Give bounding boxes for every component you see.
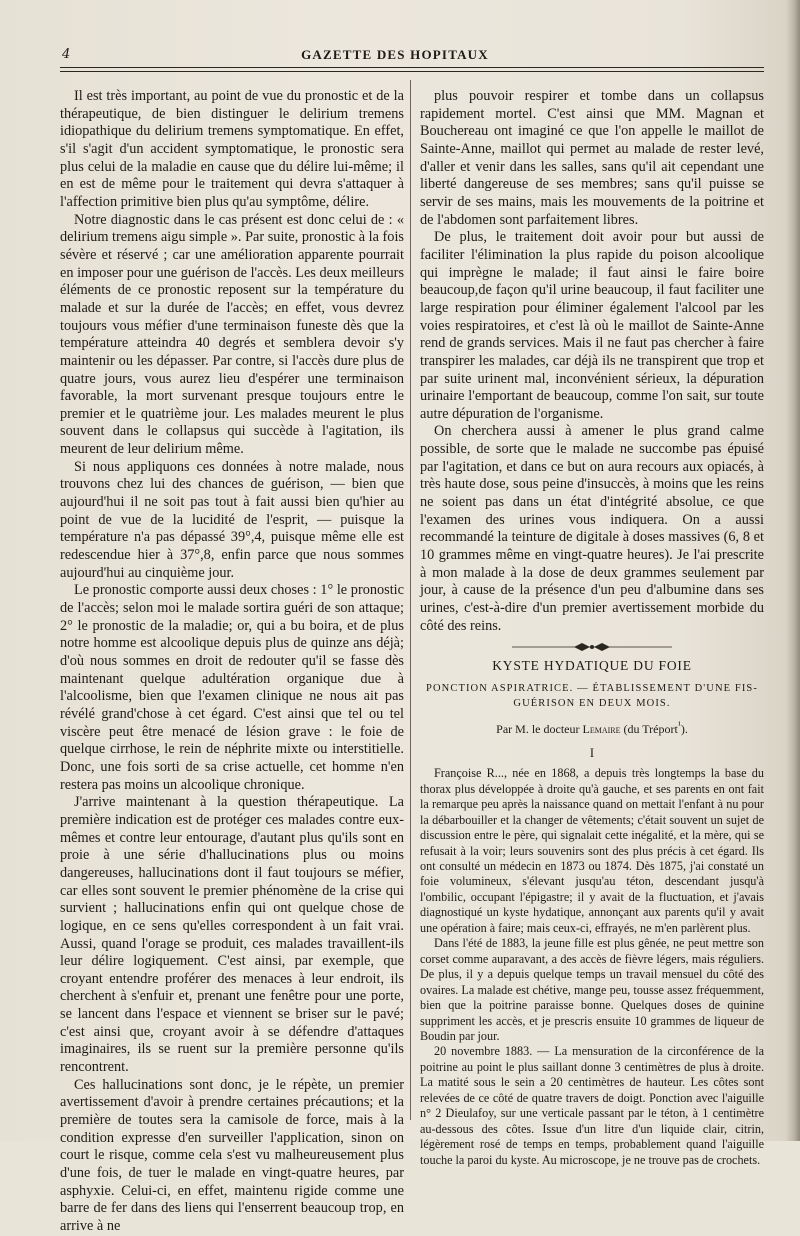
- article-subtitle-line-2: GUÉRISON EN DEUX MOIS.: [513, 698, 671, 709]
- running-title: GAZETTE DES HOPITAUX: [301, 47, 489, 62]
- page-edge-shadow: [786, 0, 800, 1141]
- article-title: KYSTE HYDATIQUE DU FOIE: [492, 658, 692, 674]
- paragraph: Le pronostic comporte aussi deux choses : 1° le pronostic de l'accès; selon moi le malade sortira guéri de son attaque; 2° le pronostic de la maladie; or, qui a bu boira, et de plus notre homme est alcoolique depuis plus de quinze ans déjà; d'où nous sommes en droit de redouter qu'il se fasse dès maintenant quelque adultération organique due à l'alcoolisme, bien que l'examen clinique ne nous ait pas révélé grand'chose à cet égard. C'est ainsi que tel ou tel viscère peut être menacé de lésion grave : le foie de quelque cirrhose, le rein de néphrite mixte ou interstitielle. Donc, une fois sorti de sa crise actuelle, cet homme n'en restera pas moins un alcoolique chronique.: [60, 582, 404, 793]
- footnote-marker: ¹: [677, 720, 681, 731]
- ornamental-separator: [512, 641, 672, 653]
- section-number: I: [589, 745, 595, 760]
- author-name: Lemaire: [582, 722, 621, 736]
- left-column: [60, 88, 404, 1236]
- paragraph: Dans l'été de 1883, la jeune fille est plus gênée, ne peut mettre son corset comme auparavant, a des accès de fièvre légers, mais réguliers. De plus, il y a depuis quelque temps un travail mensuel du côté des ovaires. La malade est chétive, mange peu, tousse assez fréquemment, bien que la poitrine paraisse bonne. Quelques doses de quinine suppriment les accès, et je prescris ensuite 10 grammes de liqueur de Boudin par jour.: [420, 936, 764, 1044]
- paragraph: Ces hallucinations sont donc, je le répète, un premier avertissement d'avoir à prendre certaines précautions; et la première de toutes sera la camisole de force, mais à la condition expresse d'en surveiller l'application, sinon on court le risque, comme cela s'est vu malheureusement plus d'une fois, de tuer le malade en vingt-quatre heures, par asphyxie. Celui-ci, en effet, maintenu rigide comme une barre de fer dans des liens qui l'enserrent beaucoup trop, en arrive à ne: [60, 1076, 404, 1234]
- header-rule-thin: [60, 71, 764, 72]
- byline-close: ).: [680, 722, 688, 736]
- article-subtitle-line-1: PONCTION ASPIRATRICE. — ÉTABLISSEMENT D'UNE FIS-: [426, 683, 758, 694]
- paragraph: Françoise R..., née en 1868, a depuis très longtemps la base du thorax plus développée à droite qu'à gauche, et ses parents en ont fait la remarque peu après la naissance quand on mettait l'enfant à nu pour la débarbouiller et la changer de vêtements; c'était souvent un sujet de discussion entre le père, qui signalait cette inégalité, et la mère, qui se refusait à la voir; leurs souvenirs sont des plus précis à cet égard. Ils ont consulté un médecin en 1873 ou 1874. Dès 1875, j'ai constaté un foie volumineux, s'élevant jusqu'au téton, descendant jusqu'à l'ombilic, occupant l'épigastre; il y avait de la fluctuation, et j'avais diagnostiqué un kyste hydatique, annonçant aux parents qu'il y avait une opération à faire; mais ceux-ci, effrayés, ne m'en parlèrent plus.: [420, 766, 764, 935]
- article-body: [420, 766, 764, 1168]
- column-divider: [410, 80, 411, 1120]
- paragraph: J'arrive maintenant à la question thérapeutique. La première indication est de protéger ces malades contre eux-mêmes et contre leur entourage, d'autant plus qu'ils sont en proie à une série d'hallucinations plus ou moins dangereuses, hallucinations dont il faut toujours se méfier, car elles sont souvent le premier phénomène de la crise qui survient ; hallucinations enfin qui ont quelque chose de logique, en ce sens qu'elles correspondent à un fait vrai. Aussi, quand l'orage se produit, ces malades travaillent-ils leur délire logiquement. C'est ainsi, par exemple, que croyant entendre proférer des menaces à leur endroit, ils cherchent à s'enfuir et, prenant une fenêtre pour une porte, se lancent dans l'espace et viennent se briser sur le pavé; c'est ainsi que, croyant avoir à se défendre d'attaques imaginaires, ils se ruent sur la première personne qu'ils rencontrent.: [60, 794, 404, 1076]
- paragraph: On cherchera aussi à amener le plus grand calme possible, de sorte que le malade ne succombe pas épuisé par l'agitation, et dans ce but on aura recours aux opiacés, à très haute dose, sous peine d'insuccès, à moins que les reins ne soient pas dans un état d'intégrité absolue, ce que l'examen des urines vous indiquera. On a aussi recommandé la teinture de digitale à doses massives (6, 8 et 10 grammes même en vingt-quatre heures). Je l'ai prescrite à mon malade à la dose de deux grammes seulement par jour, à cause de la présence d'un peu d'albumine dans ses urines, c'est-à-dire d'un premier avertissement morbide du côté des reins.: [420, 423, 764, 634]
- header-rule-thick: [60, 67, 764, 68]
- paragraph: plus pouvoir respirer et tombe dans un collapsus rapidement mortel. C'est ainsi que MM. Magnan et Bouchereau ont imaginé ce que l'on appelle le maillot de Sainte-Anne, maillot qui permet au malade de rester levé, d'aller et venir dans les salles, sans qu'il ait cependant une liberté dangereuse de ses membres; sans qu'il puisse se servir de ses mains, mais les mouvements de la poitrine et de l'abdomen sont parfaitement libres.: [420, 88, 764, 228]
- paragraph: Il est très important, au point de vue du pronostic et de la thérapeutique, de bien distinguer le delirium tremens idiopathique du delirium tremens symptomatique. En effet, s'il s'agit d'un accident symptomatique, le pronostic sera plus celui de la maladie en cause que du délire lui-même; il en est de même pour le traitement qui devra s'attaquer à l'affection primitive bien plus qu'au symptôme, délire.: [60, 88, 404, 210]
- paragraph: De plus, le traitement doit avoir pour but aussi de faciliter l'élimination la plus rapide du poison alcoolique qui imprègne le malade; il faut ainsi le faire boire beaucoup,de façon qu'il urine beaucoup, il faut faciliter une large respiration pour éliminer également l'alcool par les voies respiratoires, et c'est là où le maillot de Sainte-Anne rend de grands services. Mais il ne faut pas chercher à faire transpirer les malades, car déjà ils ne transpirent que trop et par suite urinent mal, inconvénient sérieux, la dépuration urinaire l'emportant de beaucoup, comme l'on sait, sur toute autre dépuration de l'organisme.: [420, 229, 764, 422]
- page-number: 4: [62, 47, 71, 62]
- right-column: [420, 88, 764, 1168]
- byline: [420, 717, 764, 739]
- paragraph: 20 novembre 1883. — La mensuration de la circonférence de la poitrine au point le plus saillant donne 3 centimètres de plus à droite. La matité sous le sein a 20 centimètres de hauteur. Les côtes sont relevées de ce côté de quatre travers de doigt. Ponction avec l'aiguille n° 2 Dieulafoy, sur une verticale passant par le téton, à 1 centimètre au-dessous des côtes. Issue d'un litre d'un liquide clair, citrin, légèrement rosé de temps en temps, probablement quand l'aiguille touche la paroi du kyste. Au microscope, je ne trouve pas de crochets.: [420, 1044, 764, 1167]
- byline-prefix: Par M. le docteur: [496, 722, 583, 736]
- paragraph: Notre diagnostic dans le cas présent est donc celui de : « delirium tremens aigu simple ». Par suite, pronostic à la fois sévère et réservé ; car une amélioration apparente pourrait en imposer pour une guérison de l'accès. Les deux meilleurs éléments de ce pronostic reposent sur la température du malade et sur la durée de l'accès; en effet, vous devrez toujours vous méfier d'une terminaison funeste dès que la température atteindra 40 degrés et semblera devoir s'y maintenir ou les dépasser. Par contre, si l'accès dure plus de quatre jours, vous aurez lieu d'espérer une terminaison favorable, la mort survenant presque toujours entre le premier et le quatrième jour. Les malades meurent le plus souvent dans le collapsus qui succède à l'agitation, ils meurent de leur delirium même.: [60, 211, 405, 458]
- byline-suffix: (du Tréport: [620, 722, 678, 736]
- paragraph: Si nous appliquons ces données à notre malade, nous trouvons chez lui des chances de guérison, — bien que aujourd'hui il ne soit pas tout à fait aussi bien qu'hier au point de vue de la lucidité de l'esprit, — puisque la température n'a pas dépassé 39°,4, puisque même elle est redescendue hier à 37°,8, enfin parce que nous sommes aujourd'hui au cinquième jour.: [60, 458, 404, 581]
